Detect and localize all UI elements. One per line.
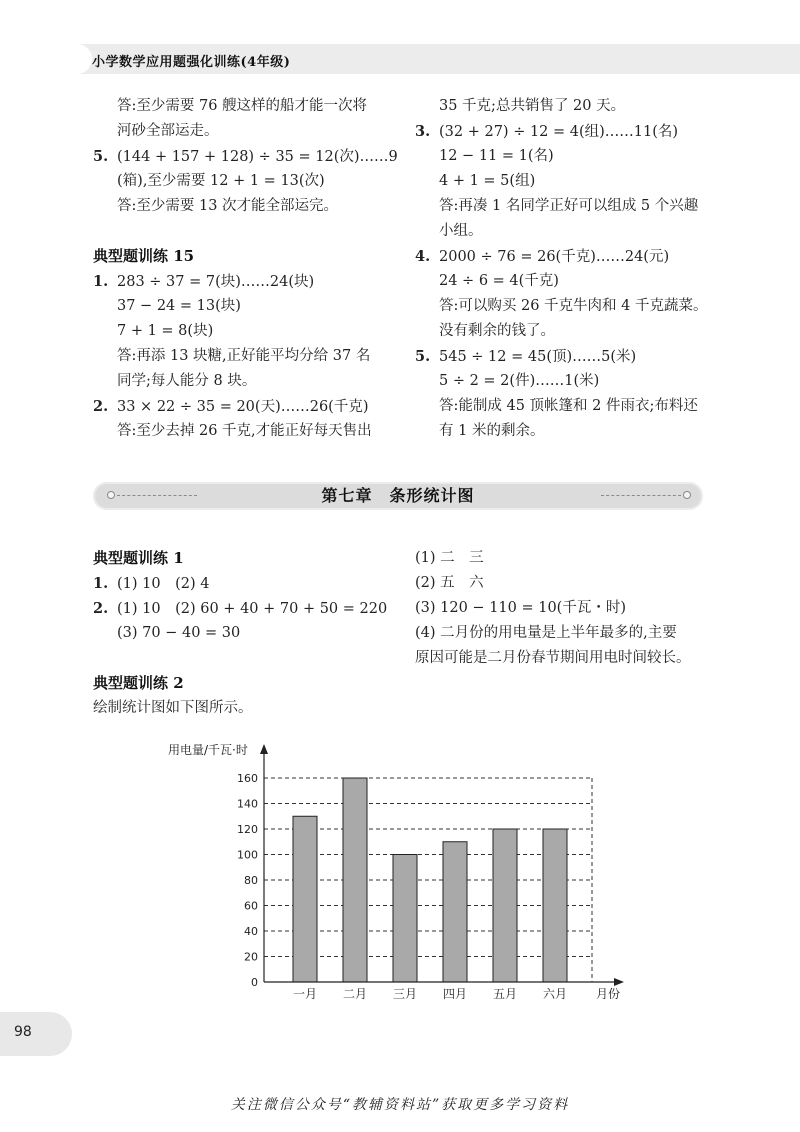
y-axis-arrow-icon xyxy=(260,744,268,754)
bar xyxy=(543,829,567,982)
answer-line: 4 + 1 = 5(组) xyxy=(439,173,536,189)
item-text: 545 ÷ 12 = 45(顶)……5(米) xyxy=(439,349,637,365)
answer-line: 答:能制成 45 顶帐篷和 2 件雨衣;布料还 xyxy=(439,398,698,414)
y-tick-label: 100 xyxy=(237,848,258,862)
section-heading: 典型题训练 2 xyxy=(93,674,184,692)
answer-line: 绘制统计图如下图所示。 xyxy=(93,700,253,716)
item-text: 33 × 22 ÷ 35 = 20(天)……26(千克) xyxy=(117,399,369,415)
y-tick-label: 80 xyxy=(244,874,258,887)
answer-line: (3) 70 − 40 = 30 xyxy=(117,625,241,641)
y-tick-label: 60 xyxy=(244,899,258,913)
x-tick-label: 三月 xyxy=(392,987,418,1001)
item-text: 2000 ÷ 76 = 26(千克)……24(元) xyxy=(439,249,670,265)
answer-line: (3) 120 − 110 = 10(千瓦・时) xyxy=(415,600,627,616)
answer-line: 5 ÷ 2 = 2(件)……1(米) xyxy=(439,373,600,389)
x-tick-label: 六月 xyxy=(542,987,568,1001)
bar xyxy=(443,842,467,982)
y-tick-label: 0 xyxy=(251,976,258,989)
answer-line: 37 − 24 = 13(块) xyxy=(117,298,241,314)
answer-line: 12 − 11 = 1(名) xyxy=(439,148,554,164)
answer-line: 答:再凑 1 名同学正好可以组成 5 个兴趣 xyxy=(439,198,699,214)
item-text: 283 ÷ 37 = 7(块)……24(块) xyxy=(117,274,315,290)
x-tick-label: 五月 xyxy=(492,987,518,1001)
item-text: (1) 10 (2) 60 + 40 + 70 + 50 = 220 xyxy=(117,601,388,617)
answer-line: 同学;每人能分 8 块。 xyxy=(117,373,257,389)
bar xyxy=(393,855,417,983)
item-text: (32 + 27) ÷ 12 = 4(组)……11(名) xyxy=(439,124,679,140)
answer-line: 答:再添 13 块糖,正好能平均分给 37 名 xyxy=(117,348,371,364)
item-number: 5. xyxy=(93,148,109,165)
item-number: 2. xyxy=(93,600,109,617)
item-number: 1. xyxy=(93,575,109,592)
answer-line: (1) 二 三 xyxy=(415,550,484,566)
page-number-tab xyxy=(0,1012,72,1056)
answer-line: 有 1 米的剩余。 xyxy=(439,423,545,439)
answer-line: (箱),至少需要 12 + 1 = 13(次) xyxy=(117,173,325,189)
x-tick-label: 一月 xyxy=(292,987,318,1001)
answer-line: 35 千克;总共销售了 20 天。 xyxy=(439,98,626,114)
answer-line: 答:至少需要 76 艘这样的船才能一次将 xyxy=(117,98,368,114)
x-axis-label: 月份 xyxy=(596,987,621,1001)
answer-line: 24 ÷ 6 = 4(千克) xyxy=(439,273,559,289)
page-number: 98 xyxy=(14,1024,32,1040)
x-tick-label: 四月 xyxy=(442,987,468,1001)
y-tick-label: 20 xyxy=(244,950,258,964)
answer-line: 7 + 1 = 8(块) xyxy=(117,323,214,339)
item-number: 2. xyxy=(93,398,109,415)
y-tick-label: 40 xyxy=(244,925,258,938)
answer-line: 原因可能是二月份春节期间用电时间较长。 xyxy=(415,650,691,666)
answer-line: 小组。 xyxy=(439,223,483,239)
item-text: (1) 10 (2) 4 xyxy=(117,576,210,592)
answer-line: 答:至少需要 13 次才能全部运完。 xyxy=(117,198,339,214)
y-tick-label: 160 xyxy=(237,772,258,785)
footer-note: 关注微信公众号“教辅资料站”获取更多学习资料 xyxy=(230,1097,570,1113)
answer-line: (4) 二月份的用电量是上半年最多的,主要 xyxy=(415,625,677,641)
item-number: 1. xyxy=(93,273,109,290)
item-text: (144 + 157 + 128) ÷ 35 = 12(次)……9 xyxy=(117,149,398,165)
bar xyxy=(293,816,317,982)
answer-line: 河砂全部运走。 xyxy=(117,123,219,139)
answer-line: 没有剩余的钱了。 xyxy=(439,323,555,339)
section-heading: 典型题训练 1 xyxy=(93,549,184,567)
answer-line: (2) 五 六 xyxy=(415,575,484,591)
y-tick-label: 120 xyxy=(237,823,258,836)
x-axis-arrow-icon xyxy=(614,978,624,986)
bar xyxy=(493,829,517,982)
x-tick-label: 二月 xyxy=(342,987,368,1001)
answer-line: 答:至少去掉 26 千克,才能正好每天售出 xyxy=(117,423,372,439)
bar xyxy=(343,778,367,982)
answer-line: 答:可以购买 26 千克牛肉和 4 千克蔬菜。 xyxy=(439,298,708,314)
item-number: 3. xyxy=(415,123,431,140)
running-header-title: 小学数学应用题强化训练(4年级) xyxy=(92,55,291,70)
y-axis-label: 用电量/千瓦·时 xyxy=(168,743,248,757)
section-heading: 典型题训练 15 xyxy=(93,247,195,265)
chapter-title: 第七章 条形统计图 xyxy=(321,486,475,505)
y-tick-label: 140 xyxy=(237,797,258,811)
item-number: 4. xyxy=(415,248,431,265)
item-number: 5. xyxy=(415,348,431,365)
